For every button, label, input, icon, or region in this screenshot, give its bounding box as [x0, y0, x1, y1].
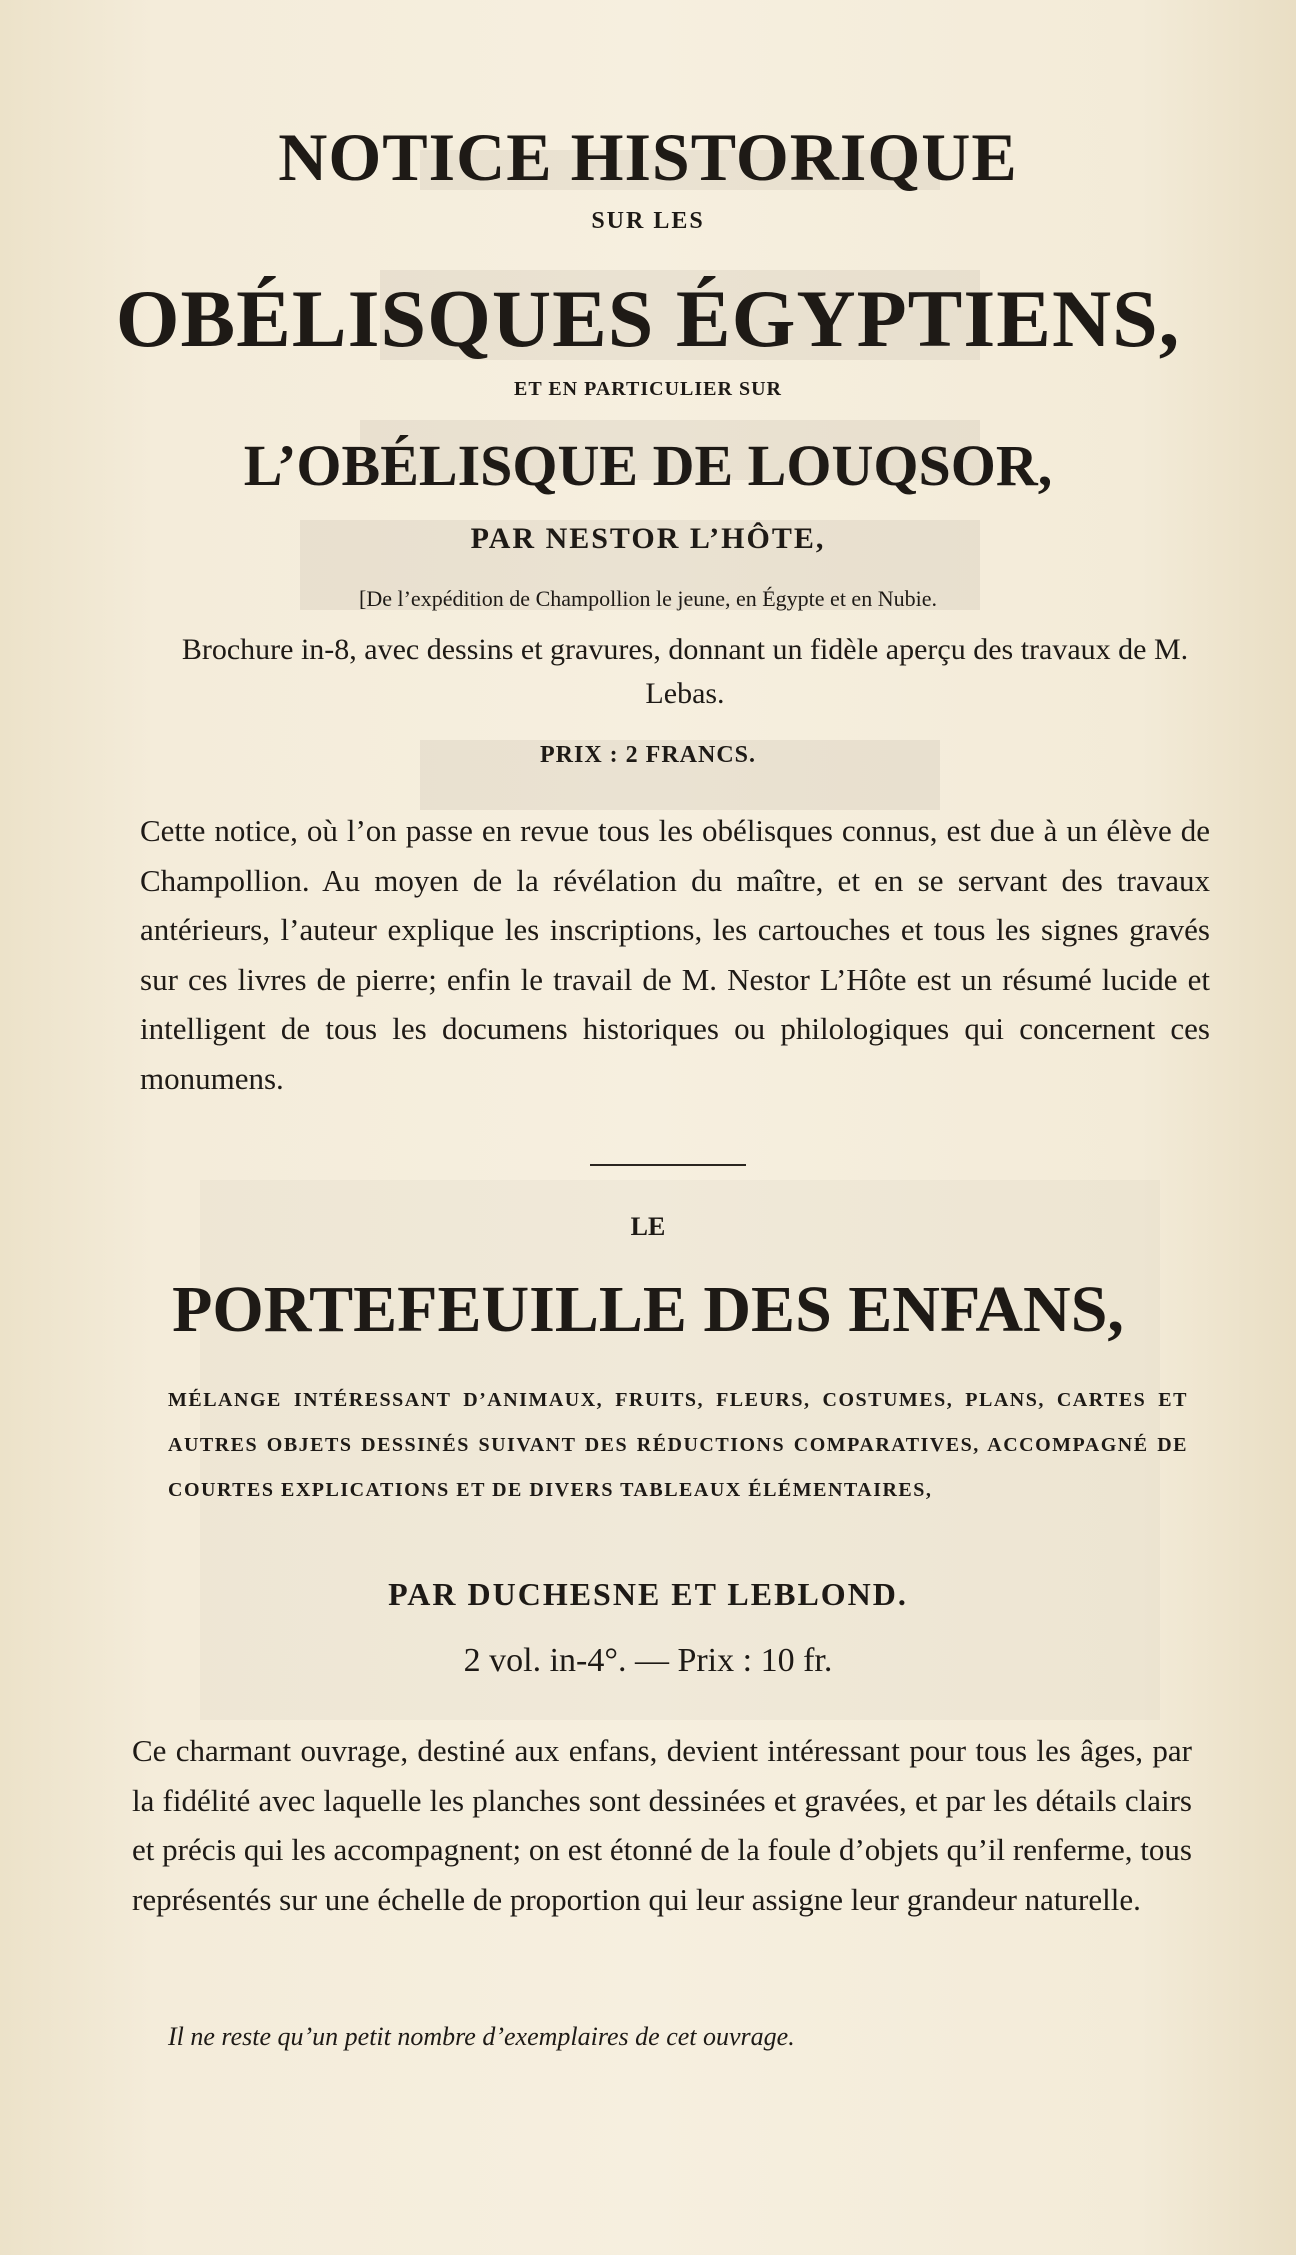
notice-author: PAR NESTOR L’HÔTE, [470, 522, 826, 555]
notice-price: PRIX : 2 FRANCS. [540, 742, 756, 768]
notice-paragraph: Cette notice, où l’on passe en revue tous les obélisques connus, est due à un élève de Champollion. Au moyen de la révélation du maître, et en se servant des travaux antérieurs, l’auteur explique les inscriptions, les cartouches et tous les signes gravés sur ces livres de pierre; enfin le travail de M. Nestor L’Hôte est un résumé lucide et intelligent de tous les documens historiques ou philologiques qui concernent ces monumens. [140, 813, 1210, 1096]
portefeuille-volumes: 2 vol. in-4°. — Prix : 10 fr. [463, 1642, 833, 1679]
notice-subject-2: L’OBÉLISQUE DE LOUQSOR, [243, 433, 1053, 498]
portefeuille-footnote: Il ne reste qu’un petit nombre d’exemplaires de cet ouvrage. [168, 2022, 795, 2051]
notice-author-note: [De l’expédition de Champollion le jeune, en Égypte et en Nubie. [359, 586, 937, 611]
notice-subject: OBÉLISQUES ÉGYPTIENS, [115, 273, 1181, 364]
portefeuille-authors: PAR DUCHESNE ET LEBLOND. [388, 1576, 908, 1612]
portefeuille-description: MÉLANGE INTÉRESSANT D’ANIMAUX, FRUITS, FLEURS, COSTUMES, PLANS, CARTES ET AUTRES OBJETS DESSINÉS SUIVANT DES RÉDUCTIONS COMPARATIVES, ACCOMPAGNÉ DE COURTES EXPLICATIONS ET DE DIVERS TABLEAUX ÉLÉMENTAIRES, [168, 1389, 1188, 1501]
portefeuille-title: PORTEFEUILLE DES ENFANS, [172, 1273, 1124, 1346]
portefeuille-paragraph: Ce charmant ouvrage, destiné aux enfans, devient intéressant pour tous les âges, par la fidélité avec laquelle les planches sont dessinées et gravées, et par les détails clairs et précis qui les accompagnent; on est étonné de la foule d’objets qu’il renferme, tous représentés sur une échelle de proportion qui leur assigne leur grandeur naturelle. [132, 1733, 1192, 1917]
section-divider [590, 1164, 746, 1166]
notice-subtitle: SUR LES [591, 208, 705, 234]
notice-title: NOTICE HISTORIQUE [278, 119, 1018, 195]
notice-subtitle-2: ET EN PARTICULIER SUR [514, 378, 782, 400]
notice-brochure: Brochure in-8, avec dessins et gravures, donnant un fidèle aperçu des travaux de M. Lebas. [181, 633, 1189, 710]
portefeuille-article: LE [630, 1212, 666, 1241]
